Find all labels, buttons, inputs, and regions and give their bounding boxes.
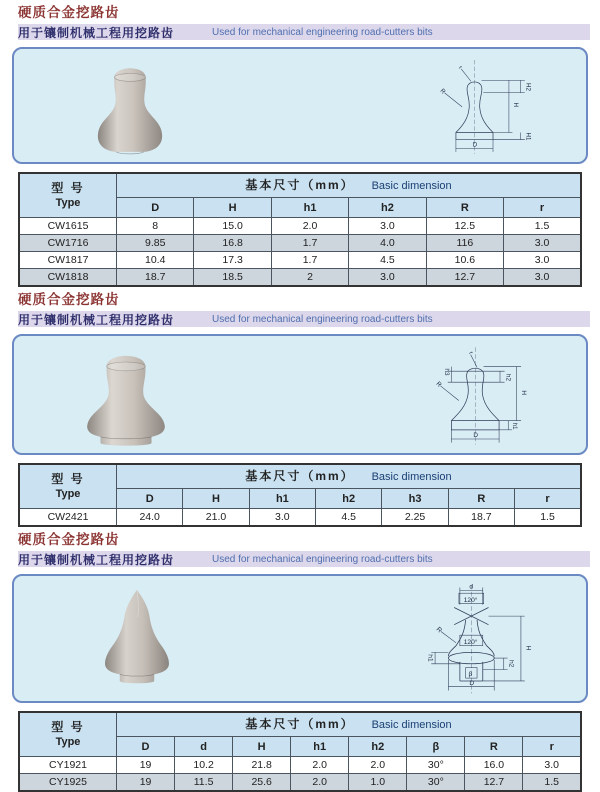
value-cell: 1.7 xyxy=(271,235,348,252)
table-row xyxy=(19,269,581,287)
product-photo-tooth xyxy=(96,580,178,698)
subtitle-english: Used for mechanical engineering road-cutters bits xyxy=(212,553,433,565)
dim-column-header: r xyxy=(515,489,581,509)
dim-label-d: d xyxy=(469,582,474,590)
value-cell: 16.8 xyxy=(194,235,271,252)
table-row xyxy=(19,252,581,269)
value-cell: 2.0 xyxy=(291,757,349,774)
value-cell: 12.7 xyxy=(426,269,503,287)
value-cell: 116 xyxy=(426,235,503,252)
value-cell: 1.5 xyxy=(504,218,581,235)
value-cell: 3.0 xyxy=(523,757,581,774)
value-cell: 15.0 xyxy=(194,218,271,235)
dim-label-H: H xyxy=(512,101,520,107)
dim-label-H2: H2 xyxy=(524,82,532,91)
value-cell: 21.0 xyxy=(183,509,249,527)
type-header xyxy=(19,464,117,509)
dims-header-zh: 基本尺寸（mm） xyxy=(245,178,355,192)
type-cell: CW1817 xyxy=(19,252,117,269)
table-row xyxy=(19,218,581,235)
dim-label-D: D xyxy=(469,679,475,687)
value-cell: 3.0 xyxy=(349,269,426,287)
value-cell: 12.7 xyxy=(465,774,523,792)
product-panel xyxy=(12,574,588,703)
technical-drawing xyxy=(416,340,540,450)
value-cell: 2.0 xyxy=(349,757,407,774)
dim-label-D: D xyxy=(472,141,478,149)
subtitle-chinese: 用于镶制机械工程用挖路齿 xyxy=(18,552,175,567)
value-cell: 1.0 xyxy=(349,774,407,792)
type-cell: CW1615 xyxy=(19,218,117,235)
value-cell: 11.5 xyxy=(175,774,233,792)
dim-label-h3: h3 xyxy=(443,367,450,376)
type-header-en: Type xyxy=(55,488,81,500)
type-cell: CW2421 xyxy=(19,509,117,527)
value-cell: 1.7 xyxy=(271,252,348,269)
value-cell: 2.0 xyxy=(271,218,348,235)
value-cell: 30° xyxy=(407,774,465,792)
basic-dimension-header xyxy=(117,464,582,489)
type-header-zh: 型 号 xyxy=(51,472,85,486)
dims-header-en: Basic dimension xyxy=(371,719,452,731)
type-cell: CW1716 xyxy=(19,235,117,252)
dim-column-header: D xyxy=(117,489,183,509)
value-cell: 1.5 xyxy=(523,774,581,792)
dim-column-header: h2 xyxy=(349,737,407,757)
type-cell: CY1921 xyxy=(19,757,117,774)
type-cell: CW1818 xyxy=(19,269,117,287)
type-header-en: Type xyxy=(55,736,81,748)
section-title: 硬质合金挖路齿 xyxy=(18,532,120,547)
dim-label-r: r xyxy=(457,63,464,71)
dim-column-header: R xyxy=(426,198,503,218)
dims-header-en: Basic dimension xyxy=(371,180,452,192)
dim-label-R: R xyxy=(434,379,443,389)
type-header-zh: 型 号 xyxy=(51,720,85,734)
value-cell: 18.7 xyxy=(448,509,514,527)
dim-label-h2: h2 xyxy=(507,659,515,667)
subtitle-english: Used for mechanical engineering road-cutters bits xyxy=(212,26,433,38)
basic-dimension-header xyxy=(117,173,582,198)
value-cell: 2.0 xyxy=(291,774,349,792)
value-cell: 9.85 xyxy=(117,235,194,252)
technical-drawing xyxy=(416,53,540,159)
section-title: 硬质合金挖路齿 xyxy=(18,5,120,20)
basic-dimension-header xyxy=(117,712,582,737)
value-cell: 3.0 xyxy=(504,235,581,252)
dim-column-header: h2 xyxy=(349,198,426,218)
dim-column-header: h1 xyxy=(271,198,348,218)
angle-label-top: 120° xyxy=(463,596,478,604)
dim-column-header: h1 xyxy=(249,489,315,509)
dim-column-header: β xyxy=(407,737,465,757)
value-cell: 10.2 xyxy=(175,757,233,774)
value-cell: 18.5 xyxy=(194,269,271,287)
subtitle-chinese: 用于镶制机械工程用挖路齿 xyxy=(18,25,175,40)
value-cell: 21.8 xyxy=(233,757,291,774)
section-2 xyxy=(0,287,600,527)
spec-table xyxy=(18,711,582,792)
dome-seam xyxy=(107,362,146,371)
table-row xyxy=(19,509,581,527)
value-cell: 10.6 xyxy=(426,252,503,269)
subtitle-bar xyxy=(18,24,590,40)
value-cell: 24.0 xyxy=(117,509,183,527)
value-cell: 16.0 xyxy=(465,757,523,774)
value-cell: 8 xyxy=(117,218,194,235)
dim-column-header: r xyxy=(523,737,581,757)
dims-header-zh: 基本尺寸（mm） xyxy=(245,717,355,731)
technical-drawing xyxy=(416,580,540,698)
value-cell: 2.25 xyxy=(382,509,448,527)
dim-label-D: D xyxy=(473,431,479,439)
subtitle-english: Used for mechanical engineering road-cutters bits xyxy=(212,313,433,325)
table-row xyxy=(19,757,581,774)
dome-seam xyxy=(114,73,145,81)
dim-column-header: H xyxy=(194,198,271,218)
dims-header-en: Basic dimension xyxy=(371,471,452,483)
value-cell: 30° xyxy=(407,757,465,774)
value-cell: 19 xyxy=(117,774,175,792)
type-cell: CY1925 xyxy=(19,774,117,792)
dim-column-header: h1 xyxy=(291,737,349,757)
spec-table xyxy=(18,463,582,527)
dim-label-h2: h2 xyxy=(504,373,512,381)
value-cell: 3.0 xyxy=(249,509,315,527)
type-header xyxy=(19,173,117,218)
dim-column-header: r xyxy=(504,198,581,218)
value-cell: 19 xyxy=(117,757,175,774)
subtitle-chinese: 用于镶制机械工程用挖路齿 xyxy=(18,312,175,327)
subtitle-bar xyxy=(18,311,590,327)
value-cell: 10.4 xyxy=(117,252,194,269)
value-cell: 3.0 xyxy=(504,269,581,287)
value-cell: 17.3 xyxy=(194,252,271,269)
value-cell: 2 xyxy=(271,269,348,287)
value-cell: 4.0 xyxy=(349,235,426,252)
dims-header-zh: 基本尺寸（mm） xyxy=(245,469,355,483)
value-cell: 4.5 xyxy=(316,509,382,527)
dim-label-H1: H1 xyxy=(524,132,532,140)
dim-label-h1: h1 xyxy=(426,653,434,662)
dim-column-header: H xyxy=(233,737,291,757)
type-header-en: Type xyxy=(55,197,81,209)
dim-column-header: h2 xyxy=(316,489,382,509)
dim-label-R: R xyxy=(438,86,447,96)
table-row xyxy=(19,235,581,252)
dim-column-header: D xyxy=(117,737,175,757)
dim-label-r: r xyxy=(467,349,475,356)
spec-table xyxy=(18,172,582,287)
product-panel xyxy=(12,47,588,164)
section-1 xyxy=(0,0,600,287)
value-cell: 1.5 xyxy=(515,509,581,527)
section-title: 硬质合金挖路齿 xyxy=(18,292,120,307)
product-panel xyxy=(12,334,588,455)
value-cell: 4.5 xyxy=(349,252,426,269)
dim-column-header: H xyxy=(183,489,249,509)
product-photo-tooth xyxy=(74,340,178,450)
type-header-zh: 型 号 xyxy=(51,181,85,195)
dim-label-H: H xyxy=(524,645,532,650)
type-header xyxy=(19,712,117,757)
value-cell: 25.6 xyxy=(233,774,291,792)
dim-column-header: D xyxy=(117,198,194,218)
section-3 xyxy=(0,527,600,792)
table-row xyxy=(19,774,581,792)
subtitle-bar xyxy=(18,551,590,567)
dim-column-header: R xyxy=(448,489,514,509)
dim-column-header: d xyxy=(175,737,233,757)
value-cell: 12.5 xyxy=(426,218,503,235)
dim-label-h1: h1 xyxy=(510,422,518,430)
product-photo-tooth xyxy=(84,54,176,158)
angle-label-mid: 120° xyxy=(463,638,478,646)
dim-column-header: h3 xyxy=(382,489,448,509)
dim-column-header: R xyxy=(465,737,523,757)
dim-label-beta: β xyxy=(468,670,473,678)
dim-label-H: H xyxy=(520,389,527,395)
value-cell: 3.0 xyxy=(504,252,581,269)
dim-label-R: R xyxy=(434,625,443,634)
value-cell: 18.7 xyxy=(117,269,194,287)
value-cell: 3.0 xyxy=(349,218,426,235)
